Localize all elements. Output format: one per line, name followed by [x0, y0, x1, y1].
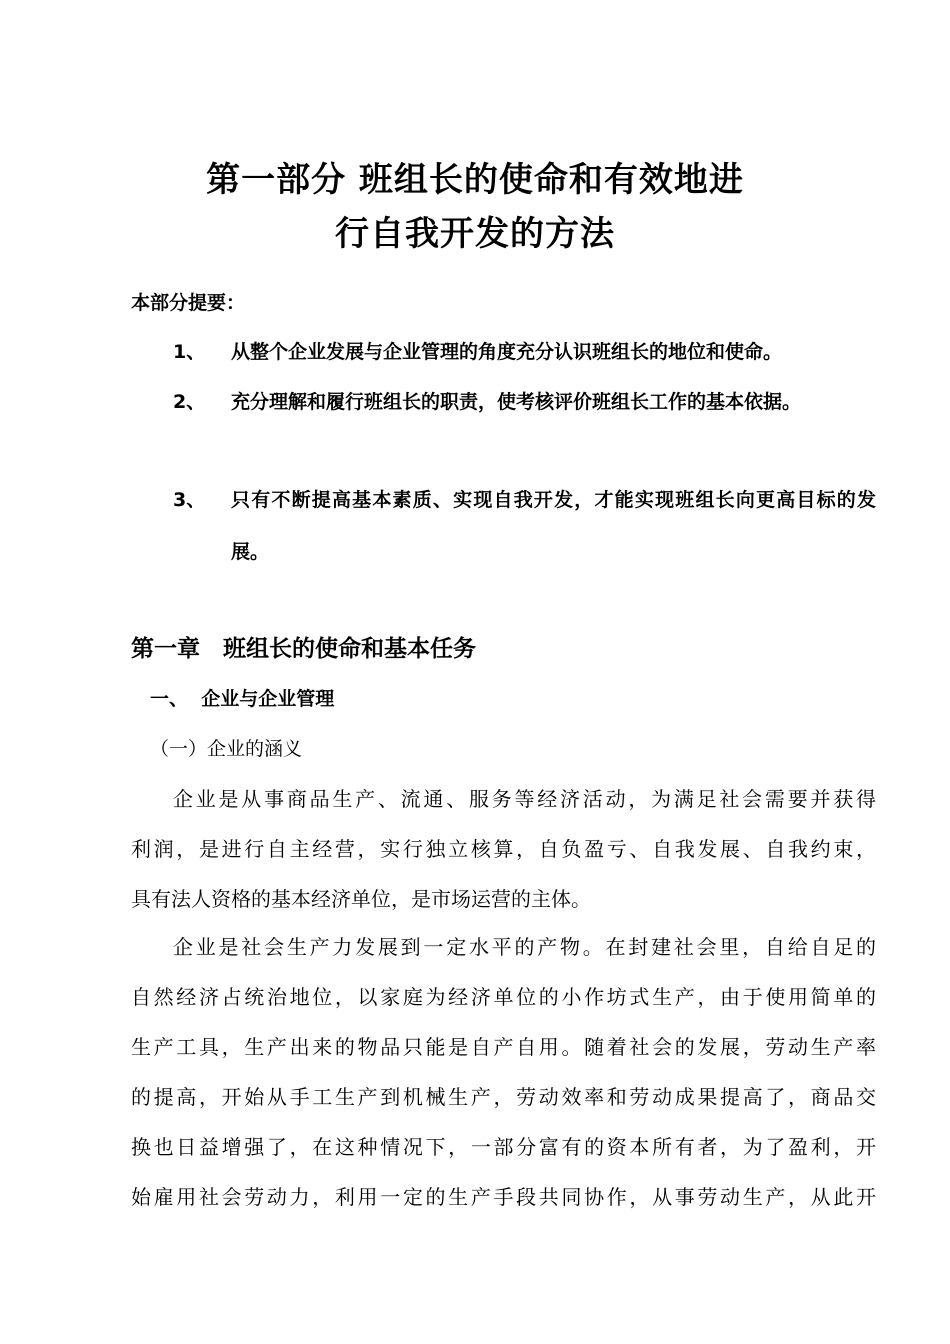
body-paragraph — [131, 922, 876, 1222]
paragraph-line: 利润，是进行自主经营，实行独立核算，自负盈亏、自我发展、自我约束， — [131, 837, 876, 861]
summary-item-text: 充分理解和履行班组长的职责，使考核评价班组长工作的基本依据。 — [231, 391, 802, 413]
summary-item-text: 从整个企业发展与企业管理的角度充分认识班组长的地位和使命。 — [231, 341, 783, 363]
paragraph-line: 生产工具，生产出来的物品只能是自产自用。随着社会的发展，劳动生产率 — [131, 1035, 876, 1059]
page-title-line-2: 行自我开发的方法 — [335, 214, 615, 254]
paragraph-line: 企业是从事商品生产、流通、服务等经济活动，为满足社会需要并获得 — [173, 787, 876, 811]
body-paragraph — [131, 774, 876, 924]
summary-item-number: 2、 — [173, 391, 206, 413]
summary-item-number: 3、 — [173, 489, 206, 511]
paragraph-line: 始雇用社会劳动力，利用一定的生产手段共同协作，从事劳动生产，从此开 — [131, 1185, 876, 1209]
paragraph-line: 的提高，开始从手工生产到机械生产，劳动效率和劳动成果提高了，商品交 — [131, 1085, 876, 1109]
summary-label: 本部分提要： — [131, 292, 246, 314]
paragraph-line: 换也日益增强了，在这种情况下，一部分富有的资本所有者，为了盈利，开 — [131, 1135, 876, 1159]
page-title-line-1: 第一部分 班组长的使命和有效地进 — [206, 160, 744, 200]
summary-item-number: 1、 — [173, 341, 206, 363]
chapter-heading: 第一章 班组长的使命和基本任务 — [131, 636, 476, 662]
subsection-heading: （一）企业的涵义 — [150, 738, 303, 760]
summary-item-text: 只有不断提高基本素质、实现自我开发，才能实现班组长向更高目标的发展。 — [231, 489, 876, 563]
section-heading: 一、 企业与企业管理 — [150, 688, 335, 710]
paragraph-line: 企业是社会生产力发展到一定水平的产物。在封建社会里，自给自足的 — [173, 935, 876, 959]
paragraph-line: 具有法人资格的基本经济单位，是市场运营的主体。 — [131, 887, 591, 911]
paragraph-line: 自然经济占统治地位，以家庭为经济单位的小作坊式生产，由于使用简单的 — [131, 985, 876, 1009]
